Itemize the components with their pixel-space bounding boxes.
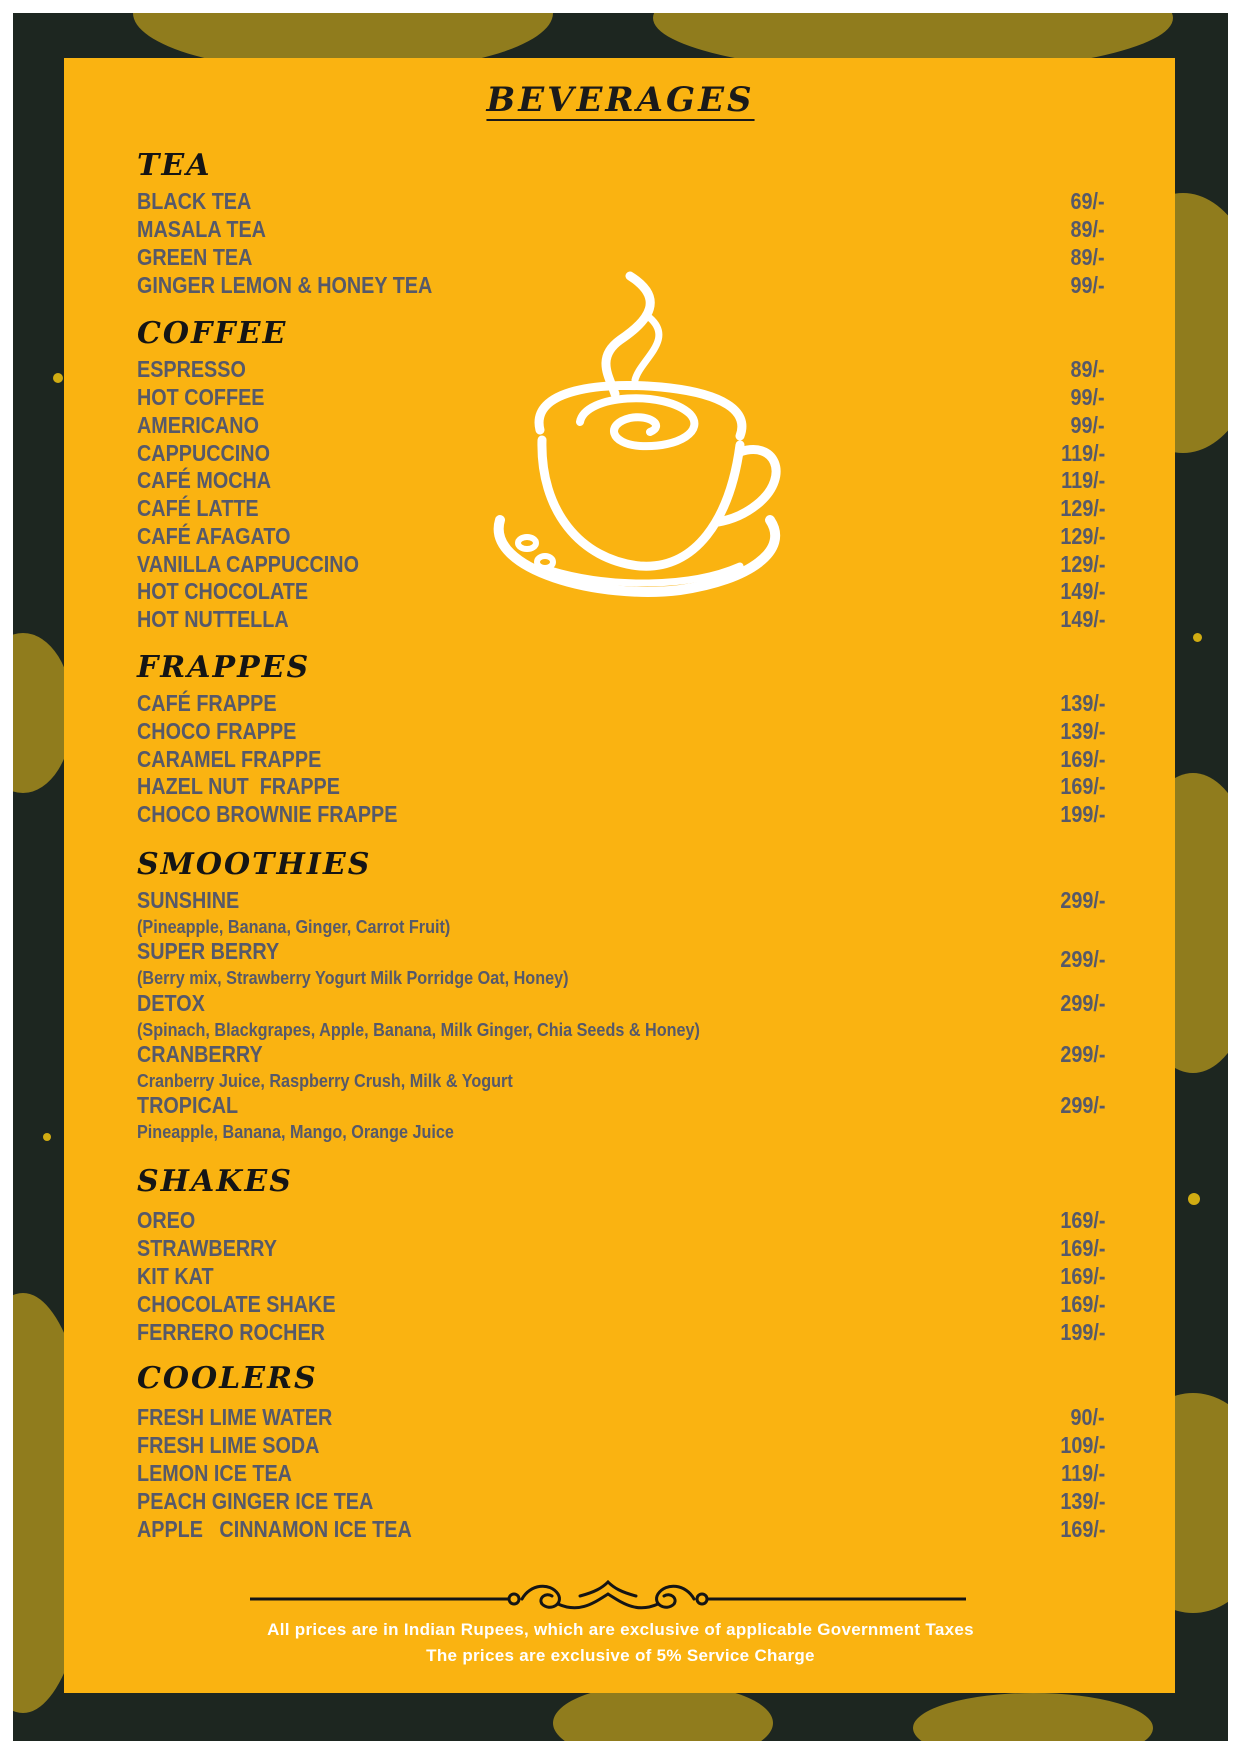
menu-item-price: 139/-: [1059, 1488, 1105, 1514]
section-heading-coffee: COFFEE: [137, 316, 288, 351]
menu-item-row: [137, 272, 1105, 299]
menu-item-row: [137, 1404, 1105, 1431]
menu-item-price: 149/-: [1059, 606, 1105, 632]
menu-item-row: [137, 746, 1105, 773]
menu-item-name: LEMON ICE TEA: [137, 1460, 292, 1486]
menu-item-row: [137, 718, 1105, 745]
menu-item-price: 119/-: [1061, 1460, 1105, 1486]
menu-item-price: 99/-: [1070, 384, 1105, 410]
section-heading-coolers: COOLERS: [137, 1361, 318, 1396]
menu-item-name: GREEN TEA: [137, 244, 253, 270]
menu-item-row: [137, 1041, 1105, 1068]
section-heading-frappes: FRAPPES: [137, 650, 311, 685]
menu-item-row: [137, 1291, 1105, 1318]
menu-item-price: 199/-: [1059, 1319, 1105, 1345]
menu-item-row: [137, 773, 1105, 800]
menu-item-price: 109/-: [1059, 1432, 1105, 1458]
menu-item-name: APPLE CINNAMON ICE TEA: [137, 1516, 412, 1542]
menu-item-price: 119/-: [1061, 440, 1105, 466]
menu-item-price: 89/-: [1070, 356, 1105, 382]
menu-item-price: 299/-: [1059, 1041, 1105, 1067]
menu-item-name: BLACK TEA: [137, 188, 252, 214]
menu-item-row: [137, 244, 1105, 271]
menu-item-name: CHOCOLATE SHAKE: [137, 1291, 336, 1317]
section-heading-smoothies: SMOOTHIES: [137, 847, 372, 882]
menu-item-price: 299/-: [1059, 946, 1105, 972]
menu-item-name: HOT CHOCOLATE: [137, 578, 309, 604]
menu-item-row: [137, 1460, 1105, 1487]
menu-item-row: [137, 356, 1105, 383]
menu-item-row: [137, 990, 1105, 1017]
menu-item-price: 299/-: [1059, 887, 1105, 913]
menu-item-description: Cranberry Juice, Raspberry Crush, Milk & Yogurt: [137, 1071, 513, 1091]
menu-item-row: [137, 938, 1105, 972]
menu-item-name: OREO: [137, 1207, 196, 1233]
menu-item-price: 89/-: [1070, 216, 1105, 242]
menu-item-row: [137, 495, 1105, 522]
menu-item-row: [137, 1263, 1105, 1290]
menu-item-price: 169/-: [1059, 1263, 1105, 1289]
menu-item-price: 169/-: [1059, 1235, 1105, 1261]
menu-item-name: CAPPUCCINO: [137, 440, 270, 466]
menu-item-name: PEACH GINGER ICE TEA: [137, 1488, 374, 1514]
menu-item-row: [137, 384, 1105, 411]
footer-service-note: The prices are exclusive of 5% Service Charge: [426, 1646, 815, 1665]
menu-item-name: SUPER BERRY: [137, 938, 280, 964]
menu-item-name: CAFÉ LATTE: [137, 495, 259, 521]
menu-item-row: [137, 412, 1105, 439]
menu-item-price: 299/-: [1059, 990, 1105, 1016]
menu-item-price: 169/-: [1059, 773, 1105, 799]
menu-item-price: 169/-: [1059, 1291, 1105, 1317]
menu-item-name: TROPICAL: [137, 1092, 239, 1118]
menu-item-price: 69/-: [1070, 188, 1105, 214]
menu-item-row: [137, 551, 1105, 578]
menu-item-name: MASALA TEA: [137, 216, 266, 242]
menu-item-row: [137, 1432, 1105, 1459]
menu-item-name: FERRERO ROCHER: [137, 1319, 325, 1345]
menu-item-description: Pineapple, Banana, Mango, Orange Juice: [137, 1122, 454, 1142]
menu-item-price: 139/-: [1059, 690, 1105, 716]
menu-item-price: 149/-: [1059, 578, 1105, 604]
menu-item-row: [137, 467, 1105, 494]
menu-item-row: [137, 578, 1105, 605]
menu-item-name: AMERICANO: [137, 412, 259, 438]
menu-item-row: [137, 887, 1105, 914]
menu-item-row: [137, 1516, 1105, 1543]
menu-item-name: ESPRESSO: [137, 356, 246, 382]
menu-item-price: 139/-: [1059, 718, 1105, 744]
menu-item-row: [137, 1207, 1105, 1234]
menu-item-name: HOT COFFEE: [137, 384, 265, 410]
menu-item-description: (Pineapple, Banana, Ginger, Carrot Fruit): [137, 917, 451, 937]
menu-item-price: 169/-: [1059, 1207, 1105, 1233]
menu-item-row: [137, 690, 1105, 717]
menu-item-price: 89/-: [1070, 244, 1105, 270]
menu-item-price: 129/-: [1059, 523, 1105, 549]
menu-item-name: CARAMEL FRAPPE: [137, 746, 322, 772]
menu-item-name: FRESH LIME SODA: [137, 1432, 320, 1458]
ornamental-divider-icon: [250, 1574, 966, 1624]
menu-item-name: CAFÉ AFAGATO: [137, 523, 291, 549]
menu-item-price: 129/-: [1059, 495, 1105, 521]
menu-item-row: [137, 1092, 1105, 1119]
menu-item-name: CHOCO FRAPPE: [137, 718, 297, 744]
menu-item-name: CHOCO BROWNIE FRAPPE: [137, 801, 398, 827]
menu-item-price: 99/-: [1070, 272, 1105, 298]
menu-item-price: 99/-: [1070, 412, 1105, 438]
menu-item-price: 169/-: [1059, 1516, 1105, 1542]
menu-item-name: STRAWBERRY: [137, 1235, 277, 1261]
menu-item-price: 199/-: [1059, 801, 1105, 827]
menu-item-name: FRESH LIME WATER: [137, 1404, 333, 1430]
menu-item-name: SUNSHINE: [137, 887, 240, 913]
menu-item-row: [137, 216, 1105, 243]
footer-tax-note: All prices are in Indian Rupees, which are exclusive of applicable Government Taxes: [267, 1620, 974, 1639]
menu-item-name: CRANBERRY: [137, 1041, 263, 1067]
menu-item-row: [137, 1235, 1105, 1262]
menu-item-name: HOT NUTTELLA: [137, 606, 289, 632]
menu-item-name: CAFÉ FRAPPE: [137, 690, 277, 716]
menu-item-price: 169/-: [1059, 746, 1105, 772]
menu-item-name: CAFÉ MOCHA: [137, 467, 272, 493]
menu-item-price: 129/-: [1059, 551, 1105, 577]
menu-item-row: [137, 523, 1105, 550]
section-heading-shakes: SHAKES: [137, 1164, 293, 1199]
menu-item-row: [137, 1319, 1105, 1346]
menu-item-row: [137, 1488, 1105, 1515]
menu-item-name: DETOX: [137, 990, 205, 1016]
menu-item-row: [137, 440, 1105, 467]
menu-item-description: (Spinach, Blackgrapes, Apple, Banana, Milk Ginger, Chia Seeds & Honey): [137, 1020, 700, 1040]
menu-item-price: 90/-: [1070, 1404, 1105, 1430]
menu-item-price: 299/-: [1059, 1092, 1105, 1118]
menu-item-name: GINGER LEMON & HONEY TEA: [137, 272, 433, 298]
menu-item-row: [137, 188, 1105, 215]
menu-item-name: VANILLA CAPPUCCINO: [137, 551, 359, 577]
menu-item-row: [137, 606, 1105, 633]
menu-item-name: HAZEL NUT FRAPPE: [137, 773, 340, 799]
menu-title: BEVERAGES: [486, 80, 755, 120]
menu-item-row: [137, 801, 1105, 828]
menu-item-name: KIT KAT: [137, 1263, 214, 1289]
menu-item-description: (Berry mix, Strawberry Yogurt Milk Porridge Oat, Honey): [137, 968, 569, 988]
menu-item-price: 119/-: [1061, 467, 1105, 493]
section-heading-tea: TEA: [137, 148, 212, 183]
